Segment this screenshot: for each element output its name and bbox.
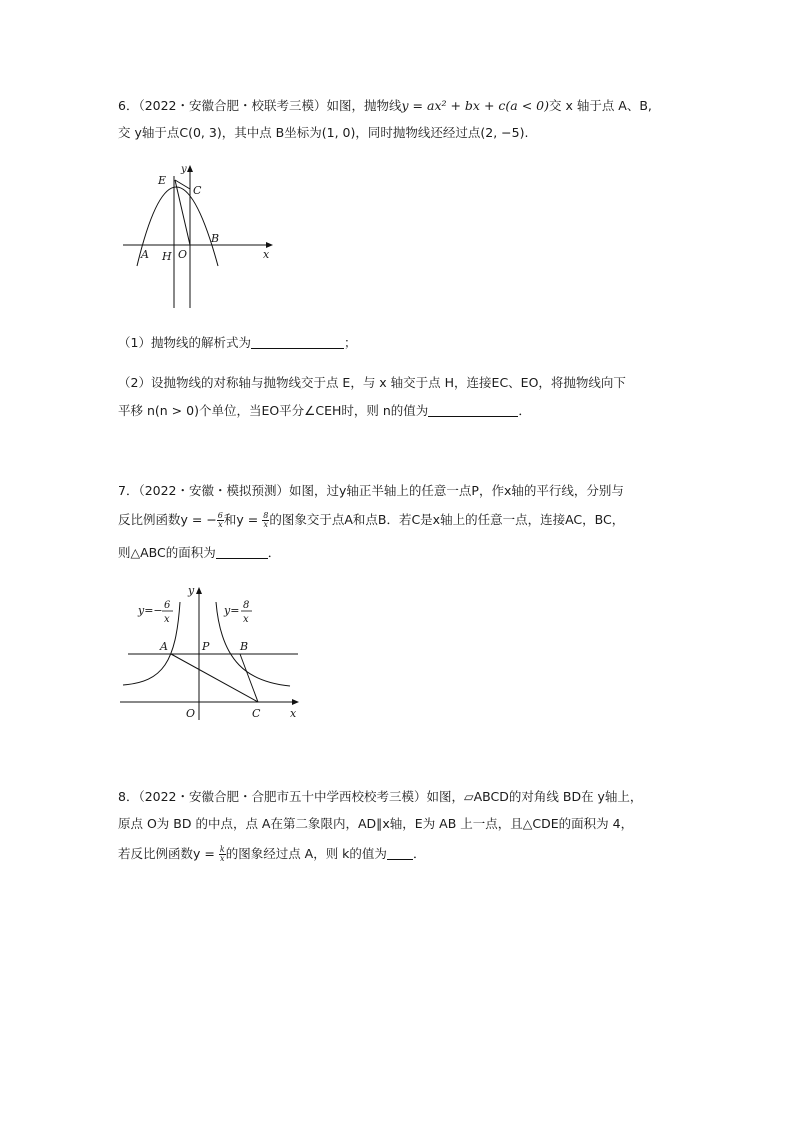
q8-fraction-k-over-x [219, 846, 226, 863]
q7-line3 [118, 544, 280, 562]
q7-frac2-den: x [263, 520, 269, 529]
q6-sub2-text: 平移 n(n > 0)个单位，当EO平分∠CEH时，则 n的值为 [118, 403, 429, 418]
q6-figure-parabola [115, 158, 285, 318]
q8-line1: 8．（2022・安徽合肥・合肥市五十中学西校校考三模）如图，▱ABCD的对角线 BD在 y轴上， [118, 789, 643, 804]
q7-x-arrow [292, 699, 299, 705]
q8-line3 [118, 845, 425, 863]
q6-sub1-end: ； [343, 335, 357, 350]
q6-label-C: C [193, 184, 202, 197]
q8-line3-a: 若反比例函数y = [118, 846, 219, 861]
q8-frac-den: x [220, 854, 225, 863]
q8-frac-num: k [219, 845, 225, 854]
q7-label-left-prefix: y=− [138, 604, 163, 617]
q6-sub2-answer-blank[interactable] [428, 404, 518, 417]
q7-label-left-num: 6 [164, 600, 171, 611]
q6-line1 [118, 97, 652, 115]
q7-label-right-prefix: y= [224, 604, 240, 617]
q6-label-x: x [263, 248, 270, 261]
q8-line3-end: ． [412, 846, 426, 861]
q6-sub2-end: ． [518, 403, 531, 418]
q6-label-H: H [162, 250, 172, 263]
q8-line2: 原点 O为 BD 的中点，点 A在第二象限内，AD∥x轴，E为 AB 上一点，且△CDE的面积为 4， [118, 816, 634, 831]
q7-label-P: P [202, 640, 210, 653]
q7-label-x: x [290, 707, 297, 720]
q8-line3-b: 的图象经过点 A，则 k的值为 [225, 846, 387, 861]
q7-line1: 7．（2022・安徽・模拟预测）如图，过y轴正半轴上的任意一点P，作x轴的平行线，分别与 [118, 483, 624, 498]
q6-label-y: y [181, 164, 187, 175]
q6-sub1 [118, 334, 356, 352]
q7-answer-blank[interactable] [216, 546, 268, 559]
q7-fraction-neg6-over-x [217, 512, 224, 529]
q6-label-O: O [178, 248, 188, 261]
q7-line2 [118, 511, 624, 529]
q6-sub2-line1: （2）设抛物线的对称轴与抛物线交于点 E，与 x 轴交于点 H，连接EC、EO，将抛物线向下 [118, 375, 626, 390]
q6-segment-EO [175, 180, 190, 245]
q7-frac1-num: 6 [217, 511, 223, 520]
q7-label-A: A [160, 640, 168, 653]
q6-intro: 6．（2022・安徽合肥・校联考三模）如图，抛物线 [118, 98, 402, 113]
q6-line2: 交 y轴于点C(0, 3)，其中点 B坐标为(1, 0)，同时抛物线还经过点(2, −5). [118, 125, 529, 140]
q7-line2-c: 的图象交于点A和点B．若C是x轴上的任意一点，连接AC，BC， [269, 512, 625, 527]
q7-label-B: B [240, 640, 249, 653]
q8-answer-blank[interactable] [387, 847, 413, 860]
q7-label-right-num: 8 [243, 600, 250, 611]
q6-parabola-equation: y = ax² + bx + c(a < 0) [401, 98, 549, 113]
q6-intro-tail: 交 x 轴于点 A、B, [548, 98, 652, 113]
q6-sub2-line2 [118, 402, 531, 420]
q7-segment-AC [171, 654, 258, 702]
q7-label-y: y [188, 584, 195, 597]
q6-sub1-text: （1）抛物线的解析式为 [118, 335, 251, 350]
q6-sub1-answer-blank[interactable] [251, 336, 344, 349]
q6-label-A: A [141, 248, 149, 261]
q7-label-left-den: x [164, 614, 170, 625]
q7-line2-b: 和y = [223, 512, 263, 527]
q7-frac2-num: 8 [263, 511, 269, 520]
q7-line2-a: 反比例函数y = − [118, 512, 217, 527]
q7-segment-BC [240, 654, 258, 702]
q7-label-O: O [186, 707, 196, 720]
q6-label-B: B [211, 232, 220, 245]
q6-y-arrow [187, 165, 193, 172]
q7-label-right-den: x [243, 614, 249, 625]
q7-line3-text: 则△ABC的面积为 [118, 545, 216, 560]
q7-label-C: C [252, 707, 261, 720]
q7-line3-end: ． [267, 545, 281, 560]
q6-label-E: E [158, 174, 167, 187]
q7-y-arrow [196, 587, 202, 594]
q7-frac1-den: x [218, 520, 223, 529]
q7-figure-hyperbolas [118, 582, 308, 722]
